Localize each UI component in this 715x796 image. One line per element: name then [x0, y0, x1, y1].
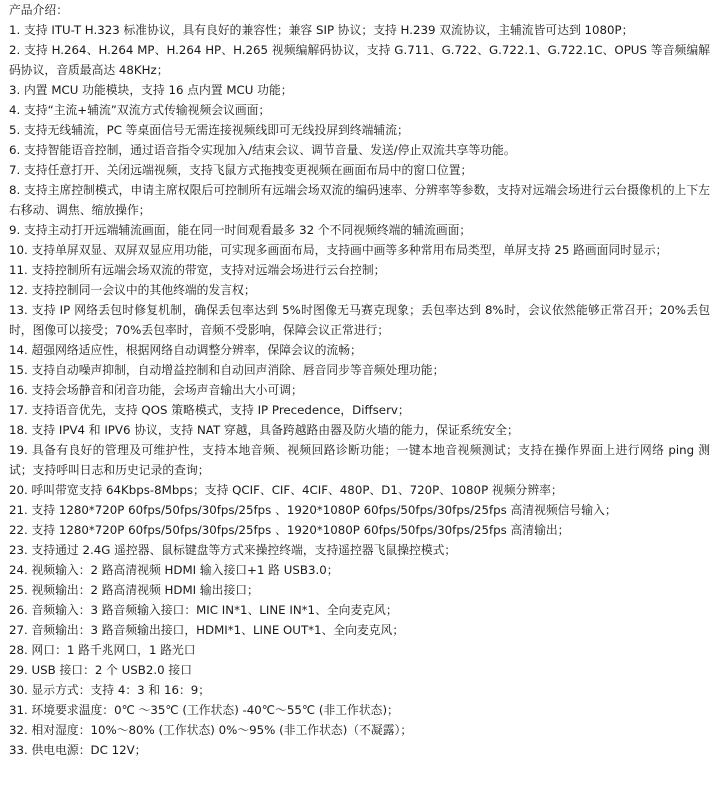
- feature-item-3: 3. 内置 MCU 功能模块，支持 16 点内置 MCU 功能；: [9, 83, 293, 97]
- feature-item-6: 6. 支持智能语音控制，通过语音指令实现加入/结束会议、调节音量、发送/停止双流共享等功能。: [9, 143, 516, 157]
- feature-item-32: 32. 相对湿度：10%～80% (工作状态) 0%～95% (非工作状态)（不凝露）；: [9, 723, 413, 737]
- feature-item-33: 33. 供电电源：DC 12V；: [9, 743, 147, 757]
- feature-item-31: 31. 环境要求温度：0℃ ～35℃ (工作状态) -40℃～55℃ (非工作状态)；: [9, 703, 399, 717]
- feature-item-18: 18. 支持 IPV4 和 IPV6 协议，支持 NAT 穿越，具备跨越路由器及防火墙的能力，保证系统安全；: [9, 423, 519, 437]
- feature-item-15: 15. 支持自动噪声抑制，自动增益控制和自动回声消除、唇音同步等音频处理功能；: [9, 363, 445, 377]
- feature-item-5: 5. 支持无线辅流，PC 等桌面信号无需连接视频线即可无线投屏到终端辅流；: [9, 123, 409, 137]
- feature-item-28: 28. 网口：1 路千兆网口，1 路光口: [9, 643, 196, 657]
- feature-item-21: 21. 支持 1280*720P 60fps/50fps/30fps/25fps 、1920*1080P 60fps/50fps/30fps/25fps 高清视频信号输入；: [9, 503, 617, 517]
- feature-item-8: 8. 支持主席控制模式，申请主席权限后可控制所有远端会场双流的编码速率、分辨率等参数，支持对远端会场进行云台摄像机的上下左右移动、调焦、缩放操作；: [9, 183, 710, 217]
- feature-item-1: 1. 支持 ITU-T H.323 标准协议，具有良好的兼容性；兼容 SIP 协议；支持 H.239 双流协议，主辅流皆可达到 1080P；: [9, 23, 634, 37]
- feature-item-7: 7. 支持任意打开、关闭远端视频，支持飞鼠方式拖拽变更视频在画面布局中的窗口位置；: [9, 163, 473, 177]
- feature-item-22: 22. 支持 1280*720P 60fps/50fps/30fps/25fps 、1920*1080P 60fps/50fps/30fps/25fps 高清输出；: [9, 523, 570, 537]
- feature-item-2: 2. 支持 H.264、H.264 MP、H.264 HP、H.265 视频编解码协议，支持 G.711、G.722、G.722.1、G.722.1C、OPUS 等音频编解码协议，音质最高达 48KHz；: [9, 43, 710, 77]
- feature-item-19: 19. 具备有良好的管理及可维护性，支持本地音频、视频回路诊断功能；一键本地音视频测试；支持在操作界面上进行网络 ping 测试；支持呼叫日志和历史记录的查询；: [9, 443, 710, 477]
- feature-item-10: 10. 支持单屏双显、双屏双显应用功能，可实现多画面布局，支持画中画等多种常用布局类型，单屏支持 25 路画面同时显示；: [9, 243, 668, 257]
- feature-item-11: 11. 支持控制所有远端会场双流的带宽，支持对远端会场进行云台控制；: [9, 263, 386, 277]
- feature-item-9: 9. 支持主动打开远端辅流画面，能在同一时间观看最多 32 个不同视频终端的辅流画面；: [9, 223, 472, 237]
- feature-item-13: 13. 支持 IP 网络丢包时修复机制，确保丢包率达到 5%时图像无马赛克现象；丢包率达到 8%时，会议依然能够正常召开；20%丢包时，图像可以接受；70%丢包率时，音频不受影响，保障会议正常进行；: [9, 303, 710, 337]
- feature-item-30: 30. 显示方式：支持 4：3 和 16：9；: [9, 683, 211, 697]
- feature-item-20: 20. 呼叫带宽支持 64Kbps-8Mbps；支持 QCIF、CIF、4CIF、480P、D1、720P、1080P 视频分辨率；: [9, 483, 563, 497]
- feature-item-17: 17. 支持语音优先，支持 QOS 策略模式，支持 IP Precedence，Diffserv；: [9, 403, 410, 417]
- feature-item-4: 4. 支持“主流+辅流”双流方式传输视频会议画面；: [9, 103, 271, 117]
- feature-item-29: 29. USB 接口：2 个 USB2.0 接口: [9, 663, 192, 677]
- feature-item-26: 26. 音频输入：3 路音频输入接口：MIC IN*1、LINE IN*1、全向麦克风；: [9, 603, 398, 617]
- feature-item-23: 23. 支持通过 2.4G 遥控器、鼠标键盘等方式来操控终端，支持遥控器飞鼠操控模式；: [9, 543, 457, 557]
- feature-item-16: 16. 支持会场静音和闭音功能，会场声音输出大小可调；: [9, 383, 303, 397]
- feature-list: [9, 20, 710, 760]
- feature-item-24: 24. 视频输入：2 路高清视频 HDMI 输入接口+1 路 USB3.0；: [9, 563, 339, 577]
- feature-item-27: 27. 音频输出：3 路音频输出接口，HDMI*1、LINE OUT*1、全向麦克风；: [9, 623, 405, 637]
- feature-item-12: 12. 支持控制同一会议中的其他终端的发言权；: [9, 283, 256, 297]
- feature-item-14: 14. 超强网络适应性，根据网络自动调整分辨率，保障会议的流畅；: [9, 343, 362, 357]
- document-title: 产品介绍：: [9, 3, 68, 17]
- feature-item-25: 25. 视频输出：2 路高清视频 HDMI 输出接口；: [9, 583, 259, 597]
